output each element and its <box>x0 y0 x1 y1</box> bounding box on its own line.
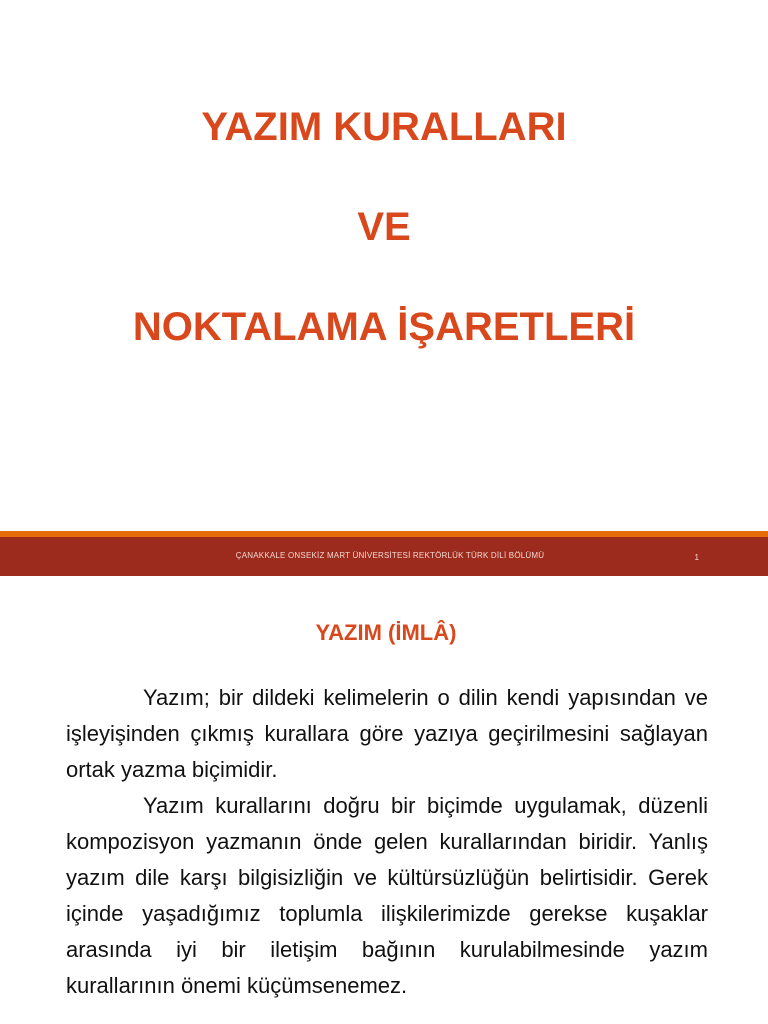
title-line-3: NOKTALAMA İŞARETLERİ <box>132 305 636 349</box>
slide-title <box>0 104 768 350</box>
slide-page-number: 1 <box>694 553 699 562</box>
body-text <box>66 680 708 1004</box>
slide-footer <box>0 531 768 576</box>
title-line-2: VE <box>357 205 411 249</box>
content-slide <box>0 576 768 1024</box>
paragraph-1: Yazım; bir dildeki kelimelerin o dilin kendi yapısından ve işleyişinden çıkmış kurallara göre yazıya geçirilmesini sağlayan ortak yazma biçimidir. <box>66 685 708 782</box>
footer-bar <box>0 537 768 576</box>
section-heading: YAZIM (İMLÂ) <box>315 620 457 645</box>
title-line-1: YAZIM KURALLARI <box>201 105 567 149</box>
footer-institution-text: ÇANAKKALE ONSEKİZ MART ÜNİVERSİTESİ REKTÖRLÜK TÜRK DİLİ BÖLÜMÜ <box>235 551 545 560</box>
paragraph-2: Yazım kurallarını doğru bir biçimde uygulamak, düzenli kompozisyon yazmanın önde gelen kurallarından biridir. Yanlış yazım dile karşı bilgisizliğin ve kültürsüzlüğün belirtisidir. Gerek içinde yaşadığımız toplumla ilişkilerimizde gerekse kuşaklar arasında iyi bir iletişim bağının kurulabilmesinde yazım kurallarının önemi küçümsenemez. <box>66 793 708 998</box>
